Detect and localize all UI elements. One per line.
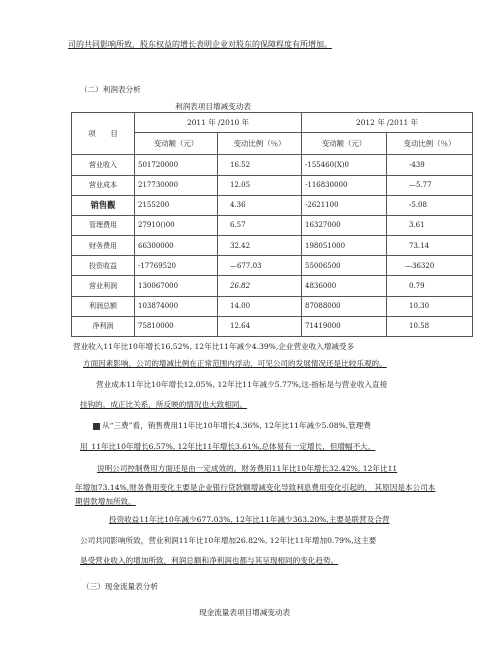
- row-p2: 3.61: [387, 215, 473, 235]
- sub-header: 变动比例（％）: [387, 133, 473, 155]
- row-p1: 26.82: [218, 276, 302, 296]
- paragraph-line: 是受营业收入的增加所致，利润总额和净利润也都与其呈现相同的变化趋势。: [80, 556, 339, 565]
- row-p1: 32.42: [218, 236, 302, 256]
- table-title: 利润表项目增减变动表: [175, 102, 251, 111]
- sub-header: 变动额（元）: [135, 133, 218, 155]
- row-v2: 71419000: [302, 316, 387, 336]
- period1-header: 2011 年 /2010 年: [135, 113, 302, 133]
- row-v1: 501720000: [135, 155, 218, 175]
- row-p2: —36320: [387, 256, 473, 276]
- paragraph-line: 说明公司控制费用方面还是由一定成效的。财务费用11年比10年增长32.42%, 12年比11: [97, 464, 398, 473]
- row-p1: 6.57: [218, 215, 302, 235]
- row-v2: 16327000: [302, 215, 387, 235]
- paragraph-line: 营业成本11年比10年增长12.05%, 12年比11年减少5.77%,这·指标是与营业收入直接: [96, 380, 388, 389]
- row-v1: 130067000: [135, 276, 218, 296]
- paragraph-line: 期借款增加所致。: [75, 497, 136, 506]
- section3-heading: （三）现金流量表分析: [82, 582, 158, 591]
- table-row: [72, 296, 473, 316]
- profit-change-table: [71, 112, 473, 337]
- row-item: 销售觀: [72, 195, 135, 215]
- row-item: 利润总额: [72, 296, 135, 316]
- row-p2: 10.30: [387, 296, 473, 316]
- paragraph-line: 营业收入11年比10年增长16.52%, 12年比11年减少4.39%,企业营业收入增减受多: [73, 342, 355, 351]
- item-header: 项 目: [72, 113, 135, 155]
- row-item: 财务费用: [72, 236, 135, 256]
- row-item: 营业成本: [72, 175, 135, 195]
- row-v2: 55006500: [302, 256, 387, 276]
- row-item: 投资收益: [72, 256, 135, 276]
- row-v1: 217730000: [135, 175, 218, 195]
- sub-header: 变动额（元）: [302, 133, 387, 155]
- paragraph-line: [93, 420, 371, 431]
- row-v2: 198051000: [302, 236, 387, 256]
- period2-header: 2012 年 /2011 年: [302, 113, 473, 133]
- cashflow-table-title: 现金流量表项目增减变动表: [199, 608, 291, 617]
- row-v2: -2621100: [302, 195, 387, 215]
- row-item: 净利润: [72, 316, 135, 336]
- table-row: [72, 276, 473, 296]
- top-line: 司的共同影响所致，股东权益的增长表明企业对股东的保障程度有所增加。: [68, 40, 332, 49]
- row-p1: 14.00: [218, 296, 302, 316]
- square-bullet-icon: [93, 423, 100, 430]
- row-v1: 75810000: [135, 316, 218, 336]
- row-p1: —677.03: [218, 256, 302, 276]
- row-p2: —5.77: [387, 175, 473, 195]
- row-p2: 0.79: [387, 276, 473, 296]
- row-p1: 4.36: [218, 195, 302, 215]
- row-p1: 12.64: [218, 316, 302, 336]
- table-row: [72, 236, 473, 256]
- paragraph-line: 公司共同影响所致，营业利润11年比10年增加26.82%, 12年比11年增加0.79%,这主要: [80, 536, 377, 545]
- paragraph-text: 从“三费”看，销售费用11年比10年增长4.36%, 12年比11年减少5.08%,管理费: [102, 421, 371, 430]
- row-p2: -5.08: [387, 195, 473, 215]
- section2-heading: （二）利润表分析: [80, 85, 141, 94]
- row-v1: 103874000: [135, 296, 218, 316]
- row-item: 管理费用: [72, 215, 135, 235]
- row-p2: 73.14: [387, 236, 473, 256]
- row-p1: 16.52: [218, 155, 302, 175]
- paragraph-line: 方面因素影响，公司的增减比例在正常范围内浮动，可见公司的发展情况还是比较乐观的。: [83, 359, 387, 368]
- table-row: [72, 175, 473, 195]
- paragraph-line: 挂钩的，成正比关系，所反映的情况也大致相同。: [80, 400, 248, 409]
- row-p1: 12.05: [218, 175, 302, 195]
- row-v2: 87088000: [302, 296, 387, 316]
- sub-header: 变动比例（％）: [218, 133, 302, 155]
- row-v1: 66300000: [135, 236, 218, 256]
- row-item: 营业利润: [72, 276, 135, 296]
- row-p2: -439: [387, 155, 473, 175]
- row-v2: -155460(X)0: [302, 155, 387, 175]
- table-row: [72, 215, 473, 235]
- paragraph-line: 用_11年比10年增长6.57%, 12年比11年增长3.61%,总体易有一定增长，但增幅不大，: [80, 442, 376, 451]
- row-v2: -116830000: [302, 175, 387, 195]
- row-v1: 2155200: [135, 195, 218, 215]
- table-row: [72, 195, 473, 215]
- row-v1: 27910()00: [135, 215, 218, 235]
- paragraph-line: 投资收益11年比10年减少677.03%, 12年比11年减少363.20%,主要是联营及合营: [109, 515, 390, 524]
- row-p2: 10.58: [387, 316, 473, 336]
- row-v2: 4836000: [302, 276, 387, 296]
- table-row: [72, 155, 473, 175]
- row-v1: -17769520: [135, 256, 218, 276]
- table-row: [72, 316, 473, 336]
- paragraph-line: 年增加73.14%,财务费用变化主要是企业银行贷款额增减变化导致利息费用变化引起的， 其原因是本公司本: [75, 483, 436, 492]
- row-item: 营业收入: [72, 155, 135, 175]
- table-row: [72, 256, 473, 276]
